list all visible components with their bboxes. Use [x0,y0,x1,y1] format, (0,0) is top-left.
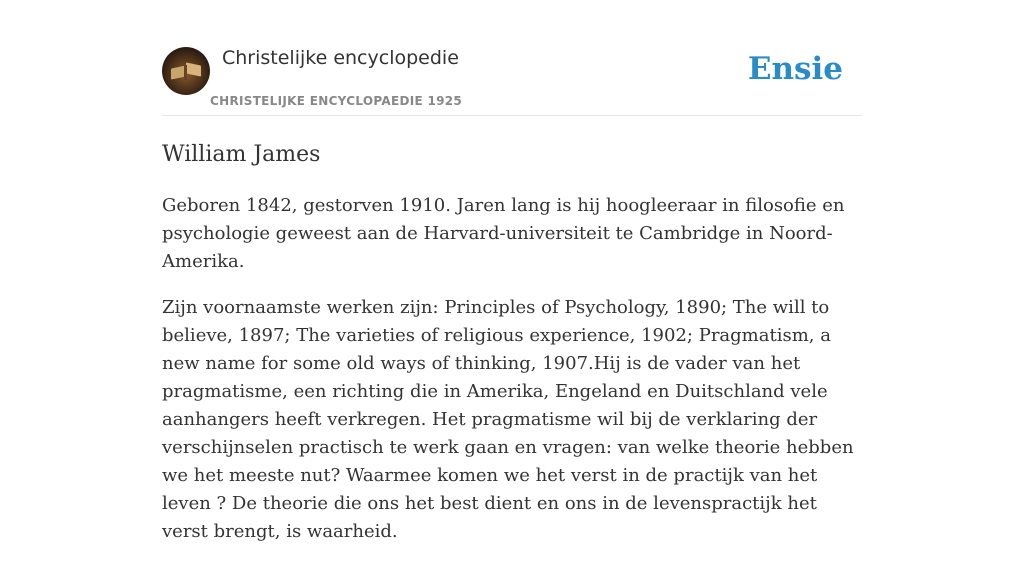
book-spine [184,65,187,80]
content-container [162,0,862,542]
book-page-right [186,62,201,76]
encyclopedia-avatar[interactable] [162,47,210,95]
site-header [162,0,862,116]
site-title-link[interactable]: Christelijke encyclopedie [222,47,459,69]
article-paragraph: Zijn voornaamste werken zijn: Principles of Psychology, 1890; The will to believe, 1897; The varieties of religious experience, 1902; Pragmatism, a new name for some old ways of thinking, 1907.Hij is de vader van het pragmatisme, een richting die in Amerika, Engeland en Duitschland vele aanhangers heeft verkregen. Het pragmatisme wil bij de verklaring der verschijnselen practisch te werk gaan en vragen: van welke theorie hebben we het meeste nut? Waarmee komen we het verst in de practijk van het leven ? De theorie die ons het best dient en ons in de levenspractijk het verst brengt, is waarheid. [162,297,854,542]
article-paragraph: Geboren 1842, gestorven 1910. Jaren lang is hij hoogleeraar in filosofie en psychologie geweest aan de Harvard-universiteit te Cambridge in Noord-Amerika. [162,195,845,272]
article-title: William James [162,142,321,167]
article-body [162,192,862,564]
site-subtitle: CHRISTELIJKE ENCYCLOPAEDIE 1925 [210,94,463,108]
brand-logo[interactable]: Ensie [747,51,843,87]
